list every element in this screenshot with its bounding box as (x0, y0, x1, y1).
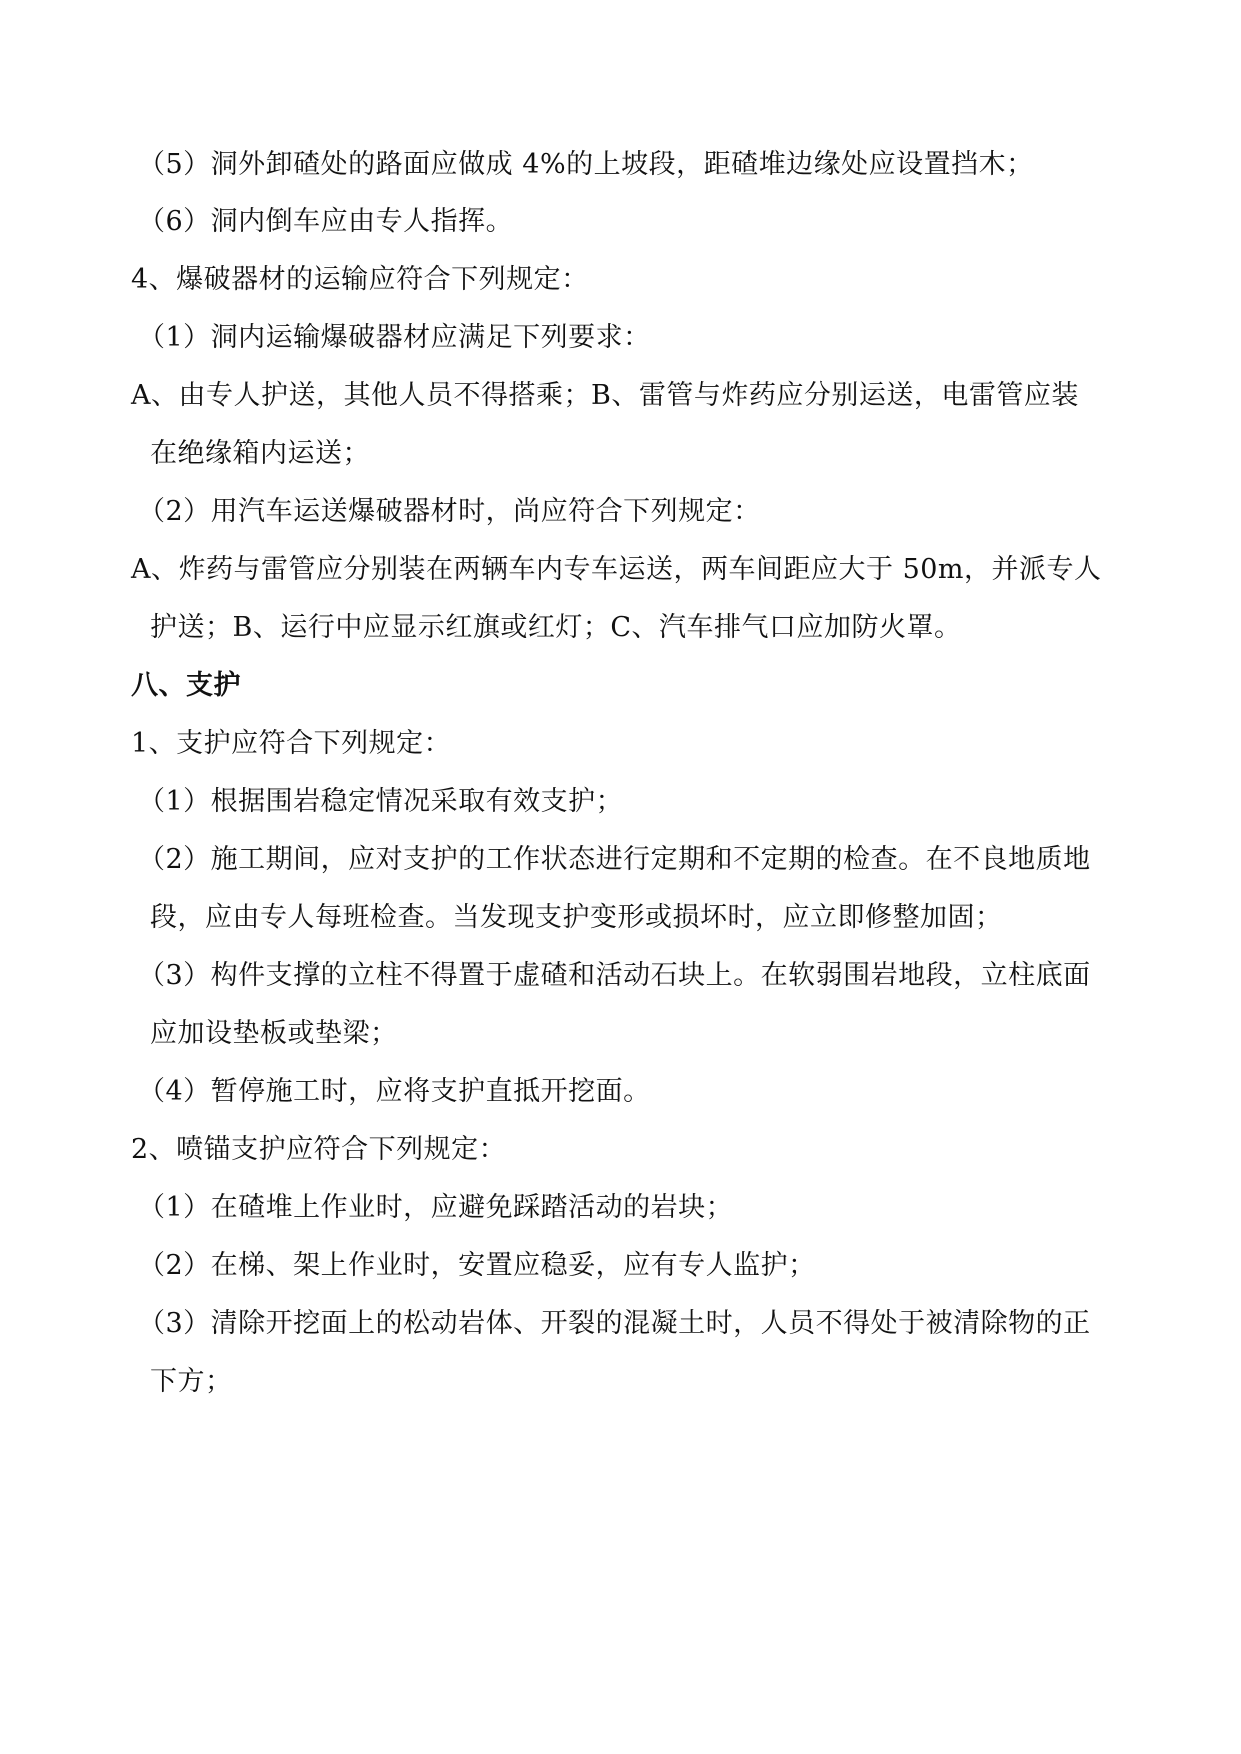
text-line: （4）暂停施工时，应将支护直抵开挖面。 (138, 1076, 651, 1107)
text-line: 2、喷锚支护应符合下列规定： (131, 1134, 507, 1165)
text-line: （1）在碴堆上作业时，应避免踩踏活动的岩块； (138, 1192, 734, 1223)
text-line: （6）洞内倒车应由专人指挥。 (138, 206, 514, 237)
section-heading: 八、支护 (131, 670, 241, 701)
text-line: （3）构件支撑的立柱不得置于虚碴和活动石块上。在软弱围岩地段，立柱底面 (138, 960, 1091, 991)
text-line: 应加设垫板或垫梁； (150, 1018, 398, 1049)
text-line: （3）清除开挖面上的松动岩体、开裂的混凝土时，人员不得处于被清除物的正 (138, 1308, 1091, 1339)
text-line: A、炸药与雷管应分别装在两辆车内专车运送，两车间距应大于 50m，并派专人 (131, 554, 1102, 585)
text-line: （2）施工期间，应对支护的工作状态进行定期和不定期的检查。在不良地质地 (138, 844, 1091, 875)
text-line: 在绝缘箱内运送； (150, 438, 370, 469)
text-line: 1、支护应符合下列规定： (131, 728, 452, 759)
text-line: （5）洞外卸碴处的路面应做成 4%的上坡段，距碴堆边缘处应设置挡木； (138, 149, 1034, 180)
text-line: A、由专人护送，其他人员不得搭乘；B、雷管与炸药应分别运送，电雷管应装 (131, 380, 1079, 411)
text-line: 4、爆破器材的运输应符合下列规定： (131, 264, 589, 295)
text-line: 下方； (150, 1366, 233, 1397)
text-line: （1）洞内运输爆破器材应满足下列要求： (138, 322, 651, 353)
text-line: （1）根据围岩稳定情况采取有效支护； (138, 786, 624, 817)
text-line: （2）用汽车运送爆破器材时，尚应符合下列规定： (138, 496, 761, 527)
text-line: 段，应由专人每班检查。当发现支护变形或损坏时，应立即修整加固； (150, 902, 1003, 933)
text-line: 护送；B、运行中应显示红旗或红灯；C、汽车排气口应加防火罩。 (150, 612, 962, 643)
text-line: （2）在梯、架上作业时，安置应稳妥，应有专人监护； (138, 1250, 816, 1281)
